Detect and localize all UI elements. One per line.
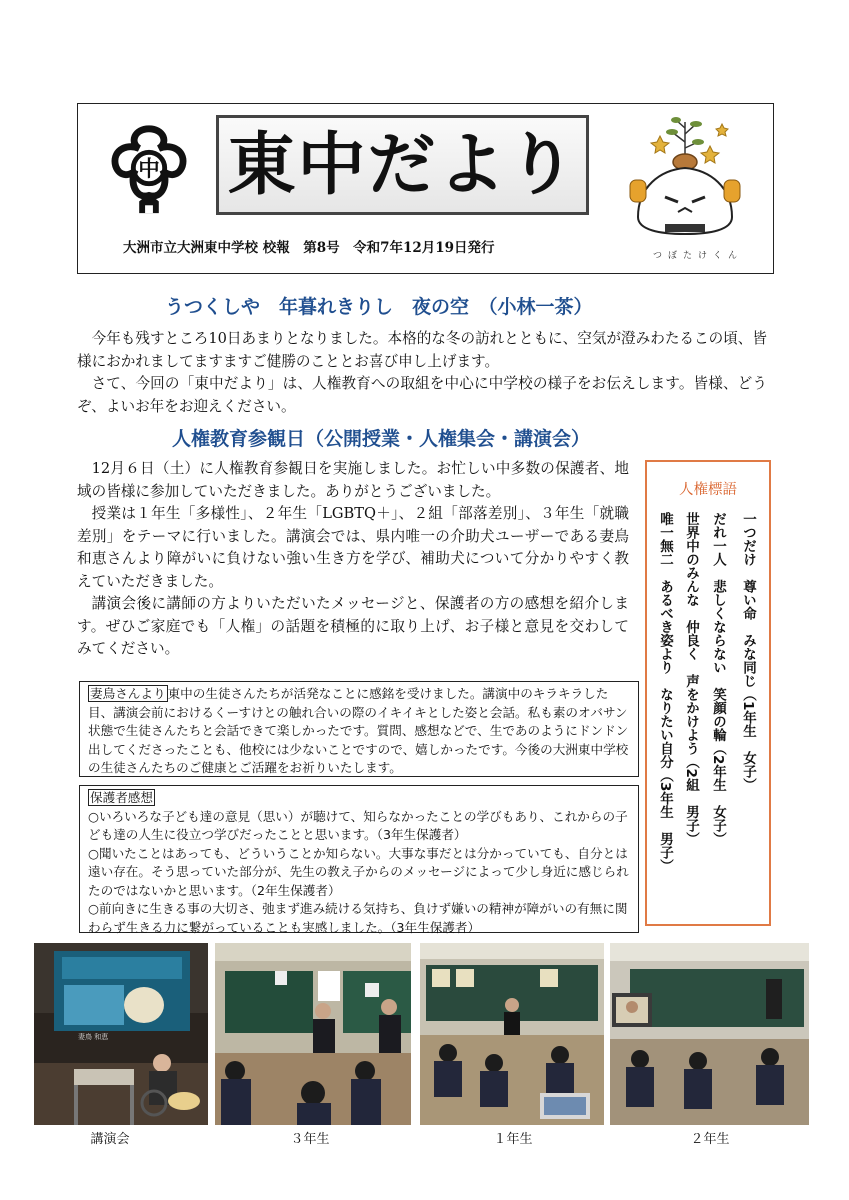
mascot-illustration (610, 112, 760, 262)
slogan-item: 世界中のみんな 仲良く 声をかけよう（2組 男子） (683, 512, 699, 846)
parent-comment: ○前向きに生きる事の大切さ、弛まず進み続ける気持ち、負けず嫌いの精神が障がいの有無に関わらず生きる力に繋がっていることも実感しました。（3年生保護者） (88, 901, 628, 935)
intro-text (77, 328, 767, 418)
photo-grade1-class (420, 943, 604, 1125)
slogan-item: 一つだけ 尊い命 みな同じ（1年生 女子） (740, 512, 756, 792)
event-report-text (77, 458, 629, 661)
event-paragraph: 講演会後に講師の方よりいただいたメッセージと、保護者の方の感想を紹介します。ぜひご家庭でも「人権」の話題を積極的に取り上げ、お子様と意見を交わしてみてください。 (77, 595, 629, 657)
intro-paragraph: さて、今回の「東中だより」は、人権教育への取組を中心に中学校の様子をお伝えします。皆様、どうぞ、よいお年をお迎えください。 (77, 375, 767, 415)
speaker-message-box (79, 681, 639, 777)
photo-lecture (34, 943, 208, 1125)
photo-caption: ３年生 (290, 1132, 330, 1147)
slogan-box-title: 人権標語 (679, 482, 737, 498)
parent-comments-box (79, 785, 639, 933)
slogan-item: だれ一人 悲しくならない 笑顔の輪（2年生 女子） (710, 512, 726, 846)
mascot-caption: つぼたけくん (653, 251, 744, 261)
event-paragraph: 12月６日（土）に人権教育参観日を実施しました。お忙しい中多数の保護者、地域の皆様に参加していただきました。ありがとうございました。 (77, 460, 629, 500)
intro-paragraph: 今年も残すところ10日あまりとなりました。本格的な冬の訪れとともに、空気が澄みわたるこの頃、皆様におかれましてますますご健勝のこととお喜び申し上げます。 (77, 330, 767, 370)
parent-comment: ○いろいろな子ども達の意見（思い）が聴けて、知らなかったことの学びもあり、これからの子ども達の人生に役立つ学びだったことと思います。（3年生保護者） (88, 808, 628, 842)
school-crest-logo (100, 120, 198, 220)
crest-character: 中 (138, 156, 160, 182)
event-paragraph: 授業は１年生「多様性」、２年生「LGBTQ＋」、２組「部落差別」、３年生「就職差別」をテーマに行いました。講演会では、県内唯一の介助犬ユーザーである妻鳥和恵さんより障がいに負けない強い生き方を学び、補助犬について分かりやすく教えていただきました。 (77, 505, 629, 590)
photo-grade2-class (610, 943, 809, 1125)
photo-caption: １年生 (493, 1132, 533, 1147)
parent-comment: ○聞いたことはあっても、どういうことか知らない。大事な事だとは分かっていても、自分とは遠い存在。そう思っていた部分が、先生の教え子からのメッセージによって少し身近に感じられたのではないかと思います。（2年生保護者） (88, 845, 629, 898)
slide-speaker-name: 妻鳥 和恵 (78, 1033, 109, 1041)
slogan-item: 唯一無二 あるべき姿より なりたい自分（3年生 男子） (657, 512, 673, 873)
newsletter-title: 東中だより (227, 126, 578, 205)
photo-grade3-class (215, 943, 411, 1125)
title-banner (216, 115, 589, 215)
speaker-message-text: 東中の生徒さんたちが活発なことに感銘を受けました。講演中のキラキラした目、講演会前におけるくーすけとの触れ合いの際のイキイキとした姿と会話。私も素のオバサン状態で生徒さんたちと会話できて楽しかったです。質問、感想などで、生であのようにドンドン出してくださったことも、他校には少ないことですので、嬉しかったです。今後の大洲東中学校の生徒さんたちのご健康とご活躍をお祈りいたします。 (88, 686, 629, 775)
parent-comments-label: 保護者感想 (90, 790, 153, 805)
photo-caption: ２年生 (690, 1132, 730, 1147)
issue-info: 大洲市立大洲東中学校 校報 第8号 令和7年12月19日発行 (123, 240, 495, 256)
speaker-label: 妻鳥さんより (90, 686, 166, 701)
section-heading-human-rights: 人権教育参観日（公開授業・人権集会・講演会） (172, 428, 591, 450)
photo-caption: 講演会 (90, 1132, 130, 1147)
section-heading-haiku: うつくしや 年暮れきりし 夜の空 （小林一茶） (165, 296, 593, 318)
